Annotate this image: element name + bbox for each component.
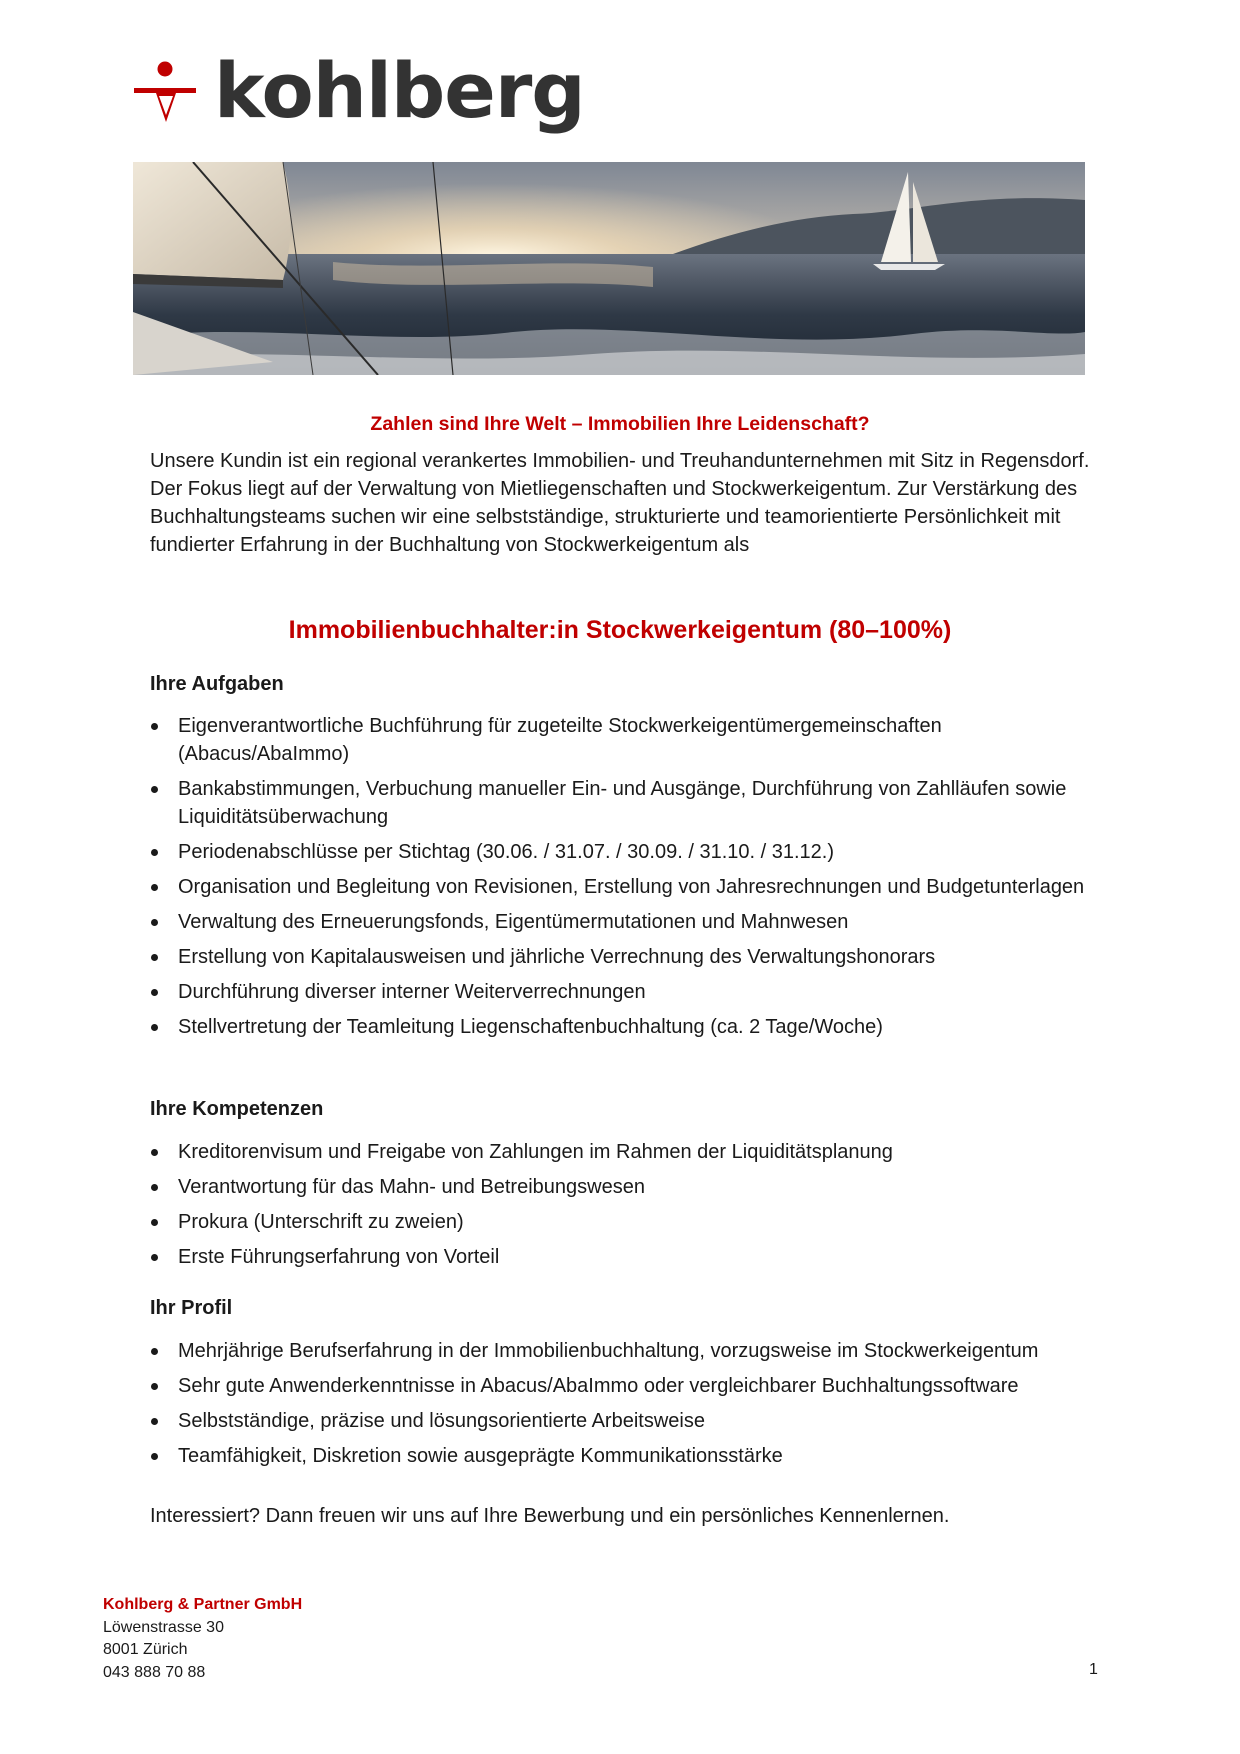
list-item: Erste Führungserfahrung von Vorteil (150, 1243, 1110, 1271)
closing-text: Interessiert? Dann freuen wir uns auf Ihre Bewerbung und ein persönliches Kennenlernen. (150, 1505, 950, 1527)
list-item: Mehrjährige Berufserfahrung in der Immobilienbuchhaltung, vorzugsweise im Stockwerkeigentum (150, 1337, 1110, 1365)
list-item: Verwaltung des Erneuerungsfonds, Eigentümermutationen und Mahnwesen (150, 908, 1110, 936)
list-item: Prokura (Unterschrift zu zweien) (150, 1208, 1110, 1236)
company-logo (132, 46, 585, 138)
list-item: Bankabstimmungen, Verbuchung manueller Ein- und Ausgänge, Durchführung von Zahlläufen sowie Liquiditätsüberwachung (150, 775, 1110, 831)
footer-city: 8001 Zürich (103, 1641, 188, 1658)
list-item: Organisation und Begleitung von Revisionen, Erstellung von Jahresrechnungen und Budgetunterlagen (150, 873, 1110, 901)
list-item: Durchführung diverser interner Weiterverrechnungen (150, 978, 1110, 1006)
intro-title: Zahlen sind Ihre Welt – Immobilien Ihre Leidenschaft? (370, 413, 870, 435)
section-heading-kompetenzen: Ihre Kompetenzen (150, 1098, 324, 1120)
list-item: Stellvertretung der Teamleitung Liegenschaftenbuchhaltung (ca. 2 Tage/Woche) (150, 1013, 1110, 1041)
kohlberg-figure-icon (132, 60, 202, 130)
list-item: Erstellung von Kapitalausweisen und jährliche Verrechnung des Verwaltungshonorars (150, 943, 1110, 971)
list-item: Verantwortung für das Mahn- und Betreibungswesen (150, 1173, 1110, 1201)
page-number: 1 (1089, 1661, 1098, 1678)
job-title: Immobilienbuchhalter:in Stockwerkeigentum (80–100%) (288, 616, 952, 644)
footer-company: Kohlberg & Partner GmbH (103, 1596, 303, 1613)
profil-list (150, 1337, 1110, 1477)
logo-wordmark: kohlberg (214, 46, 585, 135)
intro-text: Unsere Kundin ist ein regional verankertes Immobilien- und Treuhandunternehmen mit Sitz in Regensdorf. Der Fokus liegt auf der Verwaltung von Mietliegenschaften und Stockwerkeigentum. Zur Verstärkung des Buchhaltungsteams suchen wir eine selbstständige, strukturierte und teamorientierte Persönlichkeit mit fundierter Erfahrung in der Buchhaltung von Stockwerkeigentum als (150, 450, 1090, 556)
section-heading-aufgaben: Ihre Aufgaben (150, 673, 284, 695)
list-item: Sehr gute Anwenderkenntnisse in Abacus/AbaImmo oder vergleichbarer Buchhaltungssoftware (150, 1372, 1110, 1400)
kompetenzen-list (150, 1138, 1110, 1278)
footer-phone: 043 888 70 88 (103, 1663, 206, 1681)
footer-street: Löwenstrasse 30 (103, 1618, 224, 1636)
list-item: Teamfähigkeit, Diskretion sowie ausgeprägte Kommunikationsstärke (150, 1442, 1110, 1470)
list-item: Selbstständige, präzise und lösungsorientierte Arbeitsweise (150, 1407, 1110, 1435)
list-item: Kreditorenvisum und Freigabe von Zahlungen im Rahmen der Liquiditätsplanung (150, 1138, 1110, 1166)
hero-sailing-image (133, 162, 1085, 375)
list-item: Eigenverantwortliche Buchführung für zugeteilte Stockwerkeigentümergemeinschaften (Abacus/AbaImmo) (150, 712, 1110, 768)
footer-address (103, 1594, 302, 1684)
list-item: Periodenabschlüsse per Stichtag (30.06. / 31.07. / 30.09. / 31.10. / 31.12.) (150, 838, 1110, 866)
aufgaben-list (150, 712, 1110, 1048)
section-heading-profil: Ihr Profil (150, 1297, 233, 1319)
